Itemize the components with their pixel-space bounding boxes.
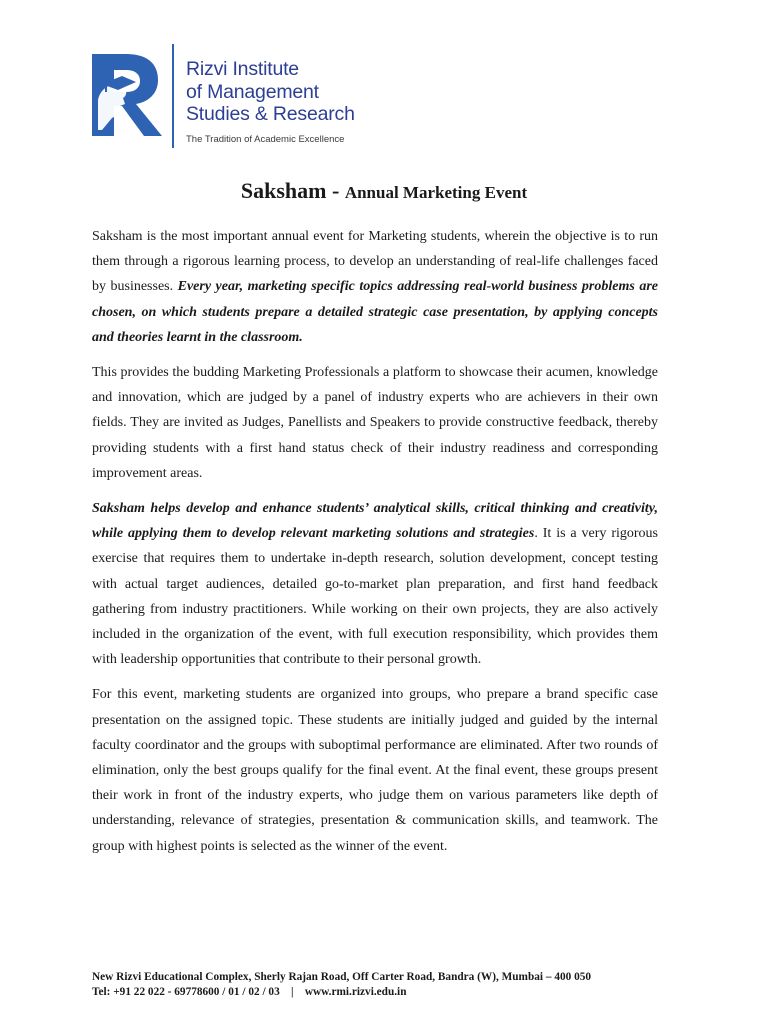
- logo-divider: [172, 44, 174, 148]
- paragraph-3-text: . It is a very rigorous exercise that requires them to undertake in-depth research, solution development, concept testing with actual target audiences, detailed go-to-market plan preparation, and first hand feedback gathering from industry practitioners. While working on their own projects, they are also actively included in the organization of the event, with full execution responsibility, which provides them with leadership opportunities that contribute to their personal growth.: [92, 526, 658, 668]
- paragraph-3-emphasis: Saksham helps develop and enhance students’ analytical skills, critical thinking and creativity, while applying them to develop relevant marketing solutions and strategies: [92, 501, 658, 542]
- footer-address: New Rizvi Educational Complex, Sherly Rajan Road, Off Carter Road, Bandra (W), Mumbai – 400 050: [92, 971, 592, 983]
- graduate-r-logo-icon: [92, 50, 164, 136]
- document-body: [92, 224, 658, 869]
- paragraph-3: [92, 496, 658, 672]
- paragraph-1-emphasis: Every year, marketing specific topics addressing real-world business problems are chosen, on which students prepare a detailed strategic case presentation, by applying concepts and theories learnt in the classroom.: [92, 279, 658, 345]
- footer-website[interactable]: www.rmi.rizvi.edu.in: [304, 986, 407, 998]
- institute-tagline: The Tradition of Academic Excellence: [186, 134, 345, 145]
- paragraph-1-text: Saksham is the most important annual event for Marketing students, wherein the objective is to run them through a rigorous learning process, to develop an understanding of real-life challenges faced by businesses.: [92, 229, 658, 295]
- paragraph-2: This provides the budding Marketing Professionals a platform to showcase their acumen, knowledge and innovation, which are judged by a panel of industry experts who are achievers in their own fields. They are invited as Judges, Panellists and Speakers to provide constructive feedback, thereby providing students with a first hand status check of their industry readiness and corresponding improvement areas.: [92, 365, 658, 481]
- title-main: Saksham: [240, 178, 327, 203]
- paragraph-4: For this event, marketing students are organized into groups, who prepare a brand specific case presentation on the assigned topic. These students are initially judged and guided by the internal faculty coordinator and the groups with suboptimal performance are eliminated. After two rounds of elimination, only the best groups qualify for the final event. At the final event, these groups present their work in front of the industry experts, who judge them on various parameters like depth of understanding, relevance of strategies, presentation & communication skills, and teamwork. The group with highest points is selected as the winner of the event.: [92, 687, 658, 854]
- institute-name-line-2: of Management: [186, 80, 319, 103]
- title-subtitle: Annual Marketing Event: [344, 183, 528, 202]
- footer-contact: [92, 985, 692, 1000]
- page-footer: [92, 970, 692, 1000]
- footer-phone: Tel: +91 22 022 - 69778600 / 01 / 02 / 03: [92, 986, 280, 998]
- title-separator: -: [326, 178, 345, 203]
- paragraph-1: [92, 224, 658, 350]
- institute-name-line-3: Studies & Research: [186, 103, 355, 125]
- page-title: [0, 178, 768, 204]
- footer-separator: |: [291, 986, 294, 998]
- institute-name: [186, 58, 355, 126]
- institute-logo: [90, 44, 390, 154]
- institute-name-line-1: Rizvi Institute: [186, 58, 299, 80]
